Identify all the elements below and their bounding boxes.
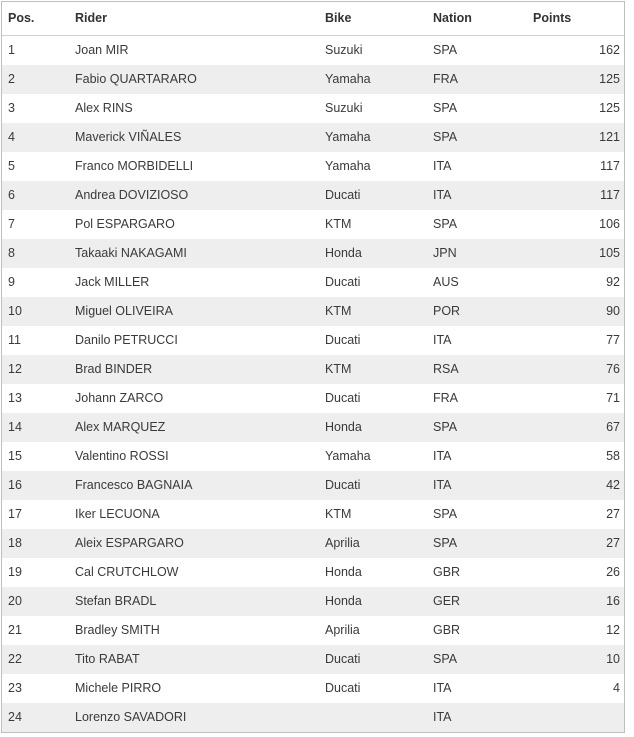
- rider-cell: Johann ZARCO: [75, 391, 164, 405]
- nation-cell: ITA: [433, 478, 452, 492]
- header-rider: Rider: [75, 11, 107, 25]
- rider-cell: Maverick VIÑALES: [75, 130, 182, 144]
- rider-cell: Iker LECUONA: [75, 507, 160, 521]
- rider-cell: Cal CRUTCHLOW: [75, 565, 179, 579]
- rider-cell: Miguel OLIVEIRA: [75, 304, 173, 318]
- header-pos: Pos.: [8, 11, 35, 25]
- pos-cell: 4: [8, 130, 15, 144]
- nation-cell: SPA: [433, 130, 458, 144]
- pos-cell: 18: [8, 536, 22, 550]
- table-row: [2, 123, 624, 152]
- table-row: [2, 645, 624, 674]
- header-points: Points: [533, 11, 572, 25]
- pos-cell: 2: [8, 72, 15, 86]
- nation-cell: FRA: [433, 72, 458, 86]
- pos-cell: 1: [8, 43, 15, 57]
- nation-cell: SPA: [433, 507, 458, 521]
- pos-cell: 8: [8, 246, 15, 260]
- bike-cell: Ducati: [325, 391, 361, 405]
- table-row: [2, 471, 624, 500]
- table-row: [2, 36, 624, 65]
- nation-cell: GBR: [433, 565, 461, 579]
- pos-cell: 24: [8, 710, 22, 724]
- pos-cell: 11: [8, 333, 21, 347]
- rider-cell: Aleix ESPARGARO: [75, 536, 184, 550]
- rider-cell: Tito RABAT: [75, 652, 140, 666]
- bike-cell: Ducati: [325, 333, 361, 347]
- nation-cell: GER: [433, 594, 461, 608]
- nation-cell: ITA: [433, 188, 452, 202]
- table-row: [2, 587, 624, 616]
- nation-cell: GBR: [433, 623, 461, 637]
- points-cell: 26: [606, 565, 620, 579]
- pos-cell: 14: [8, 420, 22, 434]
- rider-cell: Andrea DOVIZIOSO: [75, 188, 189, 202]
- points-cell: 106: [599, 217, 620, 231]
- nation-cell: SPA: [433, 43, 458, 57]
- bike-cell: Aprilia: [325, 536, 360, 550]
- table-row: [2, 413, 624, 442]
- nation-cell: ITA: [433, 681, 452, 695]
- rider-cell: Fabio QUARTARARO: [75, 72, 197, 86]
- table-row: [2, 355, 624, 384]
- rider-cell: Michele PIRRO: [75, 681, 162, 695]
- points-cell: 121: [599, 130, 620, 144]
- nation-cell: RSA: [433, 362, 459, 376]
- nation-cell: ITA: [433, 159, 452, 173]
- table-row: [2, 181, 624, 210]
- points-cell: 71: [606, 391, 620, 405]
- points-cell: 105: [599, 246, 620, 260]
- nation-cell: SPA: [433, 652, 458, 666]
- table-row: [2, 529, 624, 558]
- points-cell: 125: [599, 101, 620, 115]
- bike-cell: Ducati: [325, 478, 361, 492]
- pos-cell: 22: [8, 652, 22, 666]
- nation-cell: SPA: [433, 217, 458, 231]
- points-cell: 162: [599, 43, 620, 57]
- rider-cell: Lorenzo SAVADORI: [75, 710, 187, 724]
- nation-cell: ITA: [433, 449, 452, 463]
- table-row: [2, 65, 624, 94]
- rider-cell: Brad BINDER: [75, 362, 153, 376]
- pos-cell: 6: [8, 188, 15, 202]
- table-row: [2, 210, 624, 239]
- table-row: [2, 674, 624, 703]
- nation-cell: SPA: [433, 420, 458, 434]
- table-row: [2, 500, 624, 529]
- table-row: [2, 268, 624, 297]
- rider-cell: Joan MIR: [75, 43, 129, 57]
- bike-cell: Yamaha: [325, 130, 371, 144]
- rider-cell: Pol ESPARGARO: [75, 217, 175, 231]
- bike-cell: Ducati: [325, 652, 361, 666]
- bike-cell: Yamaha: [325, 449, 371, 463]
- table-row: [2, 442, 624, 471]
- points-cell: 125: [599, 72, 620, 86]
- bike-cell: KTM: [325, 507, 352, 521]
- nation-cell: AUS: [433, 275, 459, 289]
- table-row: [2, 558, 624, 587]
- pos-cell: 15: [8, 449, 22, 463]
- rider-cell: Alex MARQUEZ: [75, 420, 166, 434]
- rider-cell: Francesco BAGNAIA: [75, 478, 193, 492]
- bike-cell: Ducati: [325, 188, 361, 202]
- points-cell: 27: [606, 507, 620, 521]
- pos-cell: 5: [8, 159, 15, 173]
- points-cell: 76: [606, 362, 620, 376]
- bike-cell: KTM: [325, 217, 352, 231]
- rider-cell: Jack MILLER: [75, 275, 150, 289]
- nation-cell: ITA: [433, 333, 452, 347]
- bike-cell: Honda: [325, 565, 362, 579]
- pos-cell: 23: [8, 681, 22, 695]
- pos-cell: 7: [8, 217, 15, 231]
- pos-cell: 13: [8, 391, 22, 405]
- pos-cell: 20: [8, 594, 22, 608]
- bike-cell: Honda: [325, 420, 362, 434]
- points-cell: 117: [600, 188, 620, 202]
- points-cell: 58: [606, 449, 620, 463]
- nation-cell: JPN: [433, 246, 457, 260]
- bike-cell: KTM: [325, 304, 352, 318]
- pos-cell: 10: [8, 304, 22, 318]
- pos-cell: 17: [8, 507, 22, 521]
- rider-cell: Franco MORBIDELLI: [75, 159, 194, 173]
- bike-cell: Ducati: [325, 681, 361, 695]
- points-cell: 16: [606, 594, 620, 608]
- pos-cell: 12: [8, 362, 22, 376]
- points-cell: 117: [600, 159, 620, 173]
- points-cell: 12: [606, 623, 620, 637]
- nation-cell: SPA: [433, 101, 458, 115]
- points-cell: 10: [606, 652, 620, 666]
- table-row: [2, 326, 624, 355]
- standings-table: [1, 1, 625, 733]
- rider-cell: Takaaki NAKAGAMI: [75, 246, 187, 260]
- points-cell: 67: [606, 420, 620, 434]
- points-cell: 42: [606, 478, 620, 492]
- points-cell: 90: [606, 304, 620, 318]
- table-row: [2, 384, 624, 413]
- nation-cell: ITA: [433, 710, 452, 724]
- table-row: [2, 239, 624, 268]
- table-row: [2, 152, 624, 181]
- rider-cell: Danilo PETRUCCI: [75, 333, 178, 347]
- pos-cell: 16: [8, 478, 22, 492]
- nation-cell: POR: [433, 304, 461, 318]
- table-header-row: [2, 2, 624, 36]
- table-body: [2, 36, 624, 732]
- table-row: [2, 703, 624, 732]
- nation-cell: SPA: [433, 536, 458, 550]
- bike-cell: Honda: [325, 246, 362, 260]
- bike-cell: Yamaha: [325, 159, 371, 173]
- points-cell: 27: [606, 536, 620, 550]
- rider-cell: Bradley SMITH: [75, 623, 160, 637]
- bike-cell: KTM: [325, 362, 352, 376]
- bike-cell: Aprilia: [325, 623, 360, 637]
- table-row: [2, 297, 624, 326]
- pos-cell: 3: [8, 101, 15, 115]
- points-cell: 92: [606, 275, 620, 289]
- bike-cell: Yamaha: [325, 72, 371, 86]
- points-cell: 4: [613, 681, 620, 695]
- bike-cell: Ducati: [325, 275, 361, 289]
- rider-cell: Stefan BRADL: [75, 594, 157, 608]
- table-row: [2, 616, 624, 645]
- header-nation: Nation: [433, 11, 472, 25]
- rider-cell: Valentino ROSSI: [75, 449, 169, 463]
- header-bike: Bike: [325, 11, 352, 25]
- bike-cell: Honda: [325, 594, 362, 608]
- pos-cell: 21: [8, 623, 22, 637]
- rider-cell: Alex RINS: [75, 101, 133, 115]
- pos-cell: 19: [8, 565, 22, 579]
- table-row: [2, 94, 624, 123]
- nation-cell: FRA: [433, 391, 458, 405]
- pos-cell: 9: [8, 275, 15, 289]
- points-cell: 77: [606, 333, 620, 347]
- bike-cell: Suzuki: [325, 101, 363, 115]
- bike-cell: Suzuki: [325, 43, 363, 57]
